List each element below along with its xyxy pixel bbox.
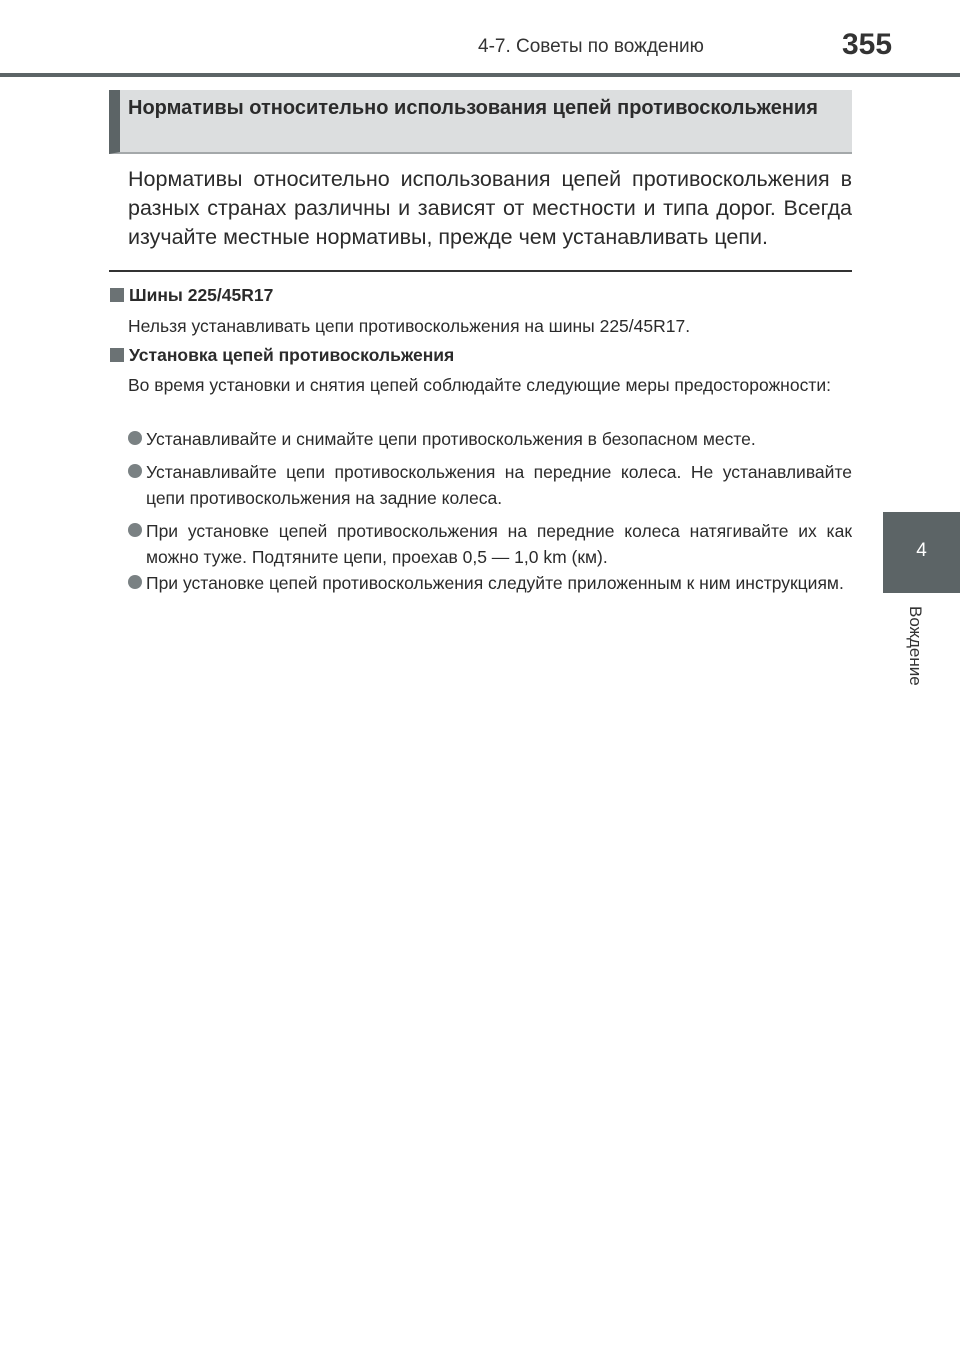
running-header-section: 4-7. Советы по вождению (478, 36, 704, 57)
intro-paragraph: Нормативы относительно использования цепей противоскольжения в разных странах различны и зависят от местности и типа дорог. Всегда изучайте местные нормативы, прежде чем устанавливать цепи. (128, 167, 852, 249)
list-item (128, 426, 852, 452)
list-item (128, 570, 852, 596)
chapter-tab (883, 512, 960, 593)
page-number: 355 (842, 28, 893, 61)
chain-install-paragraph: Во время установки и снятия цепей соблюдайте следующие меры предосторожности: (128, 375, 831, 395)
section-title: Нормативы относительно использования цепей противоскольжения (128, 97, 818, 119)
list-item-text: При установке цепей противоскольжения следуйте приложенным к ним инструкциям. (146, 573, 844, 593)
round-bullet-icon (128, 575, 142, 589)
tires-paragraph: Нельзя устанавливать цепи противоскольжения на шины 225/45R17. (128, 316, 691, 336)
square-bullet-icon (110, 348, 124, 362)
subheading-chain-install (110, 344, 454, 366)
round-bullet-icon (128, 464, 142, 478)
section-divider (109, 270, 852, 272)
chapter-tab-label: Вождение (906, 606, 925, 686)
list-item-text: При установке цепей противоскольжения на передние колеса натягивайте их как можно туже. Подтяните цепи, проехав 0,5 — 1,0 km (км). (146, 521, 852, 567)
header-rule (0, 73, 960, 77)
list-item (128, 518, 852, 570)
subheading-tires-text: Шины 225/45R17 (129, 285, 274, 305)
square-bullet-icon (110, 288, 124, 302)
round-bullet-icon (128, 431, 142, 445)
round-bullet-icon (128, 523, 142, 537)
list-item (128, 459, 852, 511)
section-title-box (109, 90, 852, 154)
chapter-tab-number: 4 (916, 540, 927, 561)
subheading-chain-install-text: Установка цепей противоскольжения (129, 345, 455, 365)
list-item-text: Устанавливайте и снимайте цепи противоскольжения в безопасном месте. (146, 429, 756, 449)
list-item-text: Устанавливайте цепи противоскольжения на передние колеса. Не устанавливайте цепи противоскольжения на задние колеса. (146, 462, 852, 508)
subheading-tires (110, 284, 273, 306)
